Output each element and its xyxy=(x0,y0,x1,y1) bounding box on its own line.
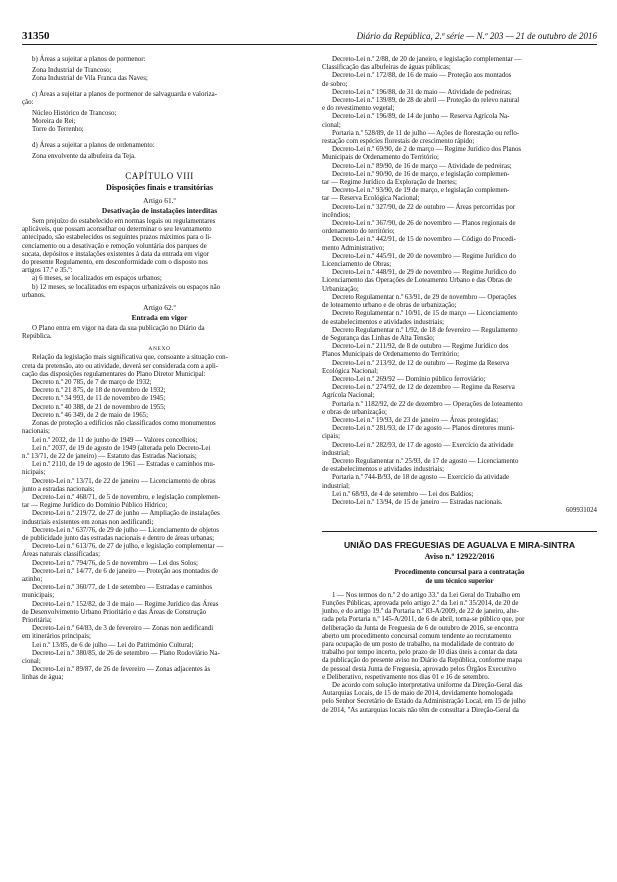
text-line: ordenamento do território; xyxy=(322,228,395,236)
text-line: tar — Regime Jurídico da Exploração de Inertes; xyxy=(322,179,457,187)
text-line: de 2014, "As autarquias locais não têm de consultar a Direção-Geral da xyxy=(322,706,519,714)
text-line: creta da pretensão, ato ou atividade, deverá ser considerada com a apli- xyxy=(22,362,219,370)
text-line: Portaria n.º 1182/92, de 22 de dezembro — Operações de loteamento xyxy=(332,400,523,408)
text-line: cional; xyxy=(322,121,341,129)
list-intro: b) Áreas a sujeitar a planos de pormenor: xyxy=(32,56,146,63)
legislation-list xyxy=(322,56,597,507)
text-line: antecipado, são estabelecidos os seguintes prazos máximos para o li- xyxy=(22,234,212,242)
text-line: Decreto-Lei n.º 367/90, de 26 de novembro — Planos regionais de xyxy=(332,220,516,228)
text-line: Licenciamento de Obras; xyxy=(322,261,392,269)
text-line: Lei n.º 2037, de 19 de agosto de 1949 (alterada pelo Decreto-Lei xyxy=(32,444,211,452)
text-line: República. xyxy=(22,333,52,341)
text-line: tar — Regime Jurídico do Domínio Público Hídrico; xyxy=(22,502,168,510)
article-61-title: Desativação de instalações interditas xyxy=(101,206,218,216)
text-line: Procedimento concursal para a contratação xyxy=(394,568,525,577)
text-line: Decreto-Lei n.º 196/88, de 31 de maio — Atividade de pedreiras; xyxy=(332,88,512,96)
text-line: Decreto n.º 20 785, de 7 de março de 1932; xyxy=(32,379,152,387)
text-line: Decreto n.º 46 349, de 2 de maio de 1965; xyxy=(32,411,148,419)
text-line: Lei n.º 2032, de 11 de junho de 1949 — Valores concelhios; xyxy=(32,436,198,444)
text-line: de publicidade junto das estradas nacionais e dentro de áreas urbanas; xyxy=(22,534,215,542)
text-line: Decreto-Lei n.º 13/94, de 15 de janeiro — Estradas nacionais. xyxy=(332,498,503,506)
page-number: 31350 xyxy=(22,30,50,42)
text-line: Municipais de Ordenamento do Território; xyxy=(322,154,439,162)
text-line: Urbanização; xyxy=(322,285,359,293)
text-line: Decreto-Lei n.º 269/92 — Domínio público ferroviário; xyxy=(332,375,486,383)
text-line: Decreto-Lei n.º 139/89, de 28 de abril — Proteção do relevo natural xyxy=(332,97,520,105)
right-column xyxy=(322,56,597,715)
text-line: cação das disposições regulamentares do Plano Diretor Municipal: xyxy=(22,370,206,378)
text-line: Decreto-Lei n.º 637/76, de 29 de julho — Licenciamento de objetos xyxy=(32,526,219,534)
text-line: Decreto-Lei n.º 468/71, de 5 de novembro, e legislação complemen- xyxy=(32,493,221,501)
page-header xyxy=(22,30,597,45)
text-line: Autarquias Locais, de 15 de maio de 2014, devidamente homologada xyxy=(322,690,513,698)
left-column xyxy=(22,56,297,683)
article-61-body xyxy=(22,218,297,275)
text-line: 1 — Nos termos do n.º 2 do artigo 33.º da Lei Geral do Trabalho em xyxy=(332,591,521,599)
text-line: Decreto-Lei n.º 442/91, de 15 de novembro — Código do Procedi- xyxy=(332,236,516,244)
text-line: de loteamento urbano e de obras de urbanização; xyxy=(322,302,457,310)
text-line: Decreto-Lei n.º 794/76, de 5 de novembro — Lei dos Solos; xyxy=(32,559,198,567)
annex-list xyxy=(22,354,297,682)
text-line: azinho; xyxy=(22,575,43,583)
text-line: restação com espécies florestais de crescimento rápido; xyxy=(322,138,475,146)
text-line: De acordo com solução interpretativa uniforme da Direção-Geral das xyxy=(332,682,523,690)
text-line: de um técnico superior xyxy=(425,576,494,585)
text-line: Decreto-Lei n.º 274/92, de 12 de dezembro — Regime da Reserva xyxy=(332,384,515,392)
text-line: Decreto-Lei n.º 152/82, de 3 de maio — Regime Jurídico das Áreas xyxy=(32,600,219,608)
text-line: Ecológica Nacional; xyxy=(322,367,379,375)
text-line: aberto um procedimento concursal comum tendente ao recrutamento xyxy=(322,632,512,640)
text-line: Zonas de proteção a edifícios não classificados como monumentos xyxy=(32,420,216,428)
text-line: junho, e do artigo 19.º da Portaria n.º 83-A/2009, de 22 de janeiro, alte- xyxy=(322,608,519,616)
text-line: junto a estradas nacionais; xyxy=(22,485,95,493)
text-line: trabalho por tempo incerto, pelo prazo de 10 dias úteis a contar da data xyxy=(322,649,518,657)
text-line: Lei n.º 68/93, de 4 de setembro — Lei dos Baldios; xyxy=(332,490,474,498)
text-line: Decreto-Lei n.º 90/90, de 16 de março, e legislação complemen- xyxy=(332,170,510,178)
text-line: Decreto Regulamentar n.º 10/91, de 15 de março — Licenciamento xyxy=(332,310,518,318)
list-d xyxy=(22,153,297,161)
annex-label: ANEXO xyxy=(148,346,171,353)
text-line: Decreto n.º 34 993, de 11 de novembro de 1945; xyxy=(32,395,166,403)
text-line: sucata, depósitos e instalações existentes à data da entrada em vigor xyxy=(22,250,209,258)
text-line: Decreto-Lei n.º 196/89, de 14 de junho — Reserva Agrícola Na- xyxy=(332,113,510,121)
text-line: c) Áreas a sujeitar a planos de pormenor de salvaguarda e valoriza- xyxy=(32,90,218,98)
article-61-item-a: a) 6 meses, se localizados em espaços urbanos; xyxy=(32,275,162,283)
text-line: Decreto-Lei n.º 282/93, de 17 de agosto — Exercício da atividade xyxy=(332,441,514,449)
text-line: cipais; xyxy=(322,433,340,441)
text-line: Portaria n.º 744-B/93, de 18 de agosto — Exercício da atividade xyxy=(332,474,510,482)
text-line: Decreto-Lei n.º 327/90, de 22 de outubro — Áreas percorridas por xyxy=(332,203,516,211)
text-line: de estabelecimentos e atividades industriais; xyxy=(322,318,445,326)
text-line: e do revestimento vegetal; xyxy=(322,105,395,113)
article-61-number: Artigo 61.º xyxy=(143,196,176,206)
text-line: do presente Regulamento, em desconformidade com o disposto nos xyxy=(22,259,208,267)
text-line: Lei n.º 2110, de 19 de agosto de 1961 — Estradas e caminhos mu- xyxy=(32,461,216,469)
list-b xyxy=(22,67,297,83)
section-divider xyxy=(322,531,597,532)
text-line: rada pela Portaria n.º 145-A/2011, de 6 de abril, torna-se público que, por xyxy=(322,616,525,624)
text-line: nacionais; xyxy=(22,428,50,436)
text-line: Decreto Regulamentar n.º 25/93, de 17 de agosto — Licenciamento xyxy=(332,457,519,465)
text-line: Decreto-Lei n.º 613/76, de 27 de julho, e legislação complementar — xyxy=(32,543,224,551)
text-line: Decreto-Lei n.º 93/90, de 19 de março, e legislação complemen- xyxy=(332,187,510,195)
text-line: artigos 17.º e 35.º: xyxy=(22,267,73,275)
text-line: Decreto-Lei n.º 89/90, de 16 de março — Atividade de pedreiras; xyxy=(332,162,512,170)
notice-body xyxy=(322,592,597,715)
text-line: Decreto-Lei n.º 19/93, de 23 de janeiro — Áreas protegidas; xyxy=(332,416,499,424)
article-62-title: Entrada em vigor xyxy=(131,313,188,323)
text-line: Decreto n.º 40 388, de 21 de novembro de 1955; xyxy=(32,403,166,411)
text-line: mento Administrativo; xyxy=(322,244,385,252)
text-line: municipais; xyxy=(22,592,55,600)
text-line: Portaria n.º 528/89, de 11 de julho — Ações de florestação ou reflo- xyxy=(332,129,520,137)
text-line: Decreto-Lei n.º 89/87, de 26 de fevereiro — Zonas adjacentes às xyxy=(32,666,211,674)
text-line: nicipais; xyxy=(22,469,46,477)
entity-title: UNIÃO DAS FREGUESIAS DE AGUALVA E MIRA-SINTRA xyxy=(343,540,576,551)
text-line: industrial; xyxy=(322,482,350,490)
text-line: de Segurança das Linhas de Alta Tensão; xyxy=(322,334,435,342)
text-line: Decreto-Lei n.º 445/91, de 20 de novembro — Regime Jurídico do xyxy=(332,252,516,260)
text-line: Decreto-Lei n.º 219/72, de 27 de junho — Ampliação de instalações xyxy=(32,510,220,518)
text-line: Licenciamento das Operações de Loteamento Urbano e das Obras de xyxy=(322,277,512,285)
text-line: linhas de água; xyxy=(22,674,64,682)
text-line: Moreira de Rei; xyxy=(32,118,76,126)
text-line: em itinerários principais; xyxy=(22,633,91,641)
text-line: Decreto-Lei n.º 2/88, de 20 de janeiro, e legislação complementar — xyxy=(332,56,522,63)
procedure-title xyxy=(322,568,597,584)
journal-title: Diário da República, 2.ª série — N.º 203 — 21 de outubro de 2016 xyxy=(356,31,597,41)
text-line: Decreto Regulamentar n.º 63/91, de 29 de novembro — Operações xyxy=(332,293,517,301)
text-line: industrial; xyxy=(322,449,350,457)
text-line: da publicação do presente aviso no Diário da República, conforme mapa xyxy=(322,657,522,665)
text-line: Decreto-Lei n.º 213/92, de 12 de outubro — Regime da Reserva xyxy=(332,359,510,367)
text-line: Decreto-Lei n.º 360/77, de 1 de setembro — Estradas e caminhos xyxy=(32,584,213,592)
text-line: Decreto Regulamentar n.º 1/92, de 18 de fevereiro — Regulamento xyxy=(332,326,518,334)
list-intro-c xyxy=(22,91,297,107)
text-line: n.º 13/71, de 22 de janeiro) — Estatuto das Estradas Nacionais; xyxy=(22,452,197,460)
text-line: Zona envolvente da albufeira da Teja. xyxy=(32,152,136,160)
article-62-body xyxy=(22,325,297,341)
text-line: Lei n.º 13/85, de 6 de julho — Lei do Património Cultural; xyxy=(32,641,194,649)
article-61-item-b xyxy=(22,284,297,300)
text-line: Planos Municipais de Ordenamento do Território; xyxy=(322,351,459,359)
text-line: Decreto-Lei n.º 69/90, de 2 de março — Regime Jurídico dos Planos xyxy=(332,146,522,154)
text-line: b) 12 meses, se localizados em espaços urbanizáveis ou espaços não xyxy=(32,283,221,291)
reference-code: 609931024 xyxy=(565,507,597,515)
text-line: aplicáveis, que possam aconselhar ou determinar o seu levantamento xyxy=(22,226,212,234)
text-line: industriais existentes em zonas non aedificandi; xyxy=(22,518,154,526)
article-62-number: Artigo 62.º xyxy=(143,303,176,313)
text-line: Classificação das albufeiras de águas públicas; xyxy=(322,64,451,72)
notice-title: Aviso n.º 12922/2016 xyxy=(424,552,495,562)
text-line: Sem prejuízo do estabelecido em normas legais ou regulamentares xyxy=(32,218,216,226)
text-line: Zona Industrial de Vila Franca das Naves; xyxy=(32,75,148,83)
text-line: Decreto-Lei n.º 281/93, de 17 de agosto — Planos diretores muni- xyxy=(332,425,515,433)
text-line: cional; xyxy=(22,657,41,665)
list-c xyxy=(22,110,297,135)
text-line: ção: xyxy=(22,98,34,106)
text-line: Áreas naturais classificadas; xyxy=(22,551,101,559)
text-line: Decreto-Lei n.º 380/85, de 26 de setembro — Plano Rodoviário Na- xyxy=(32,649,220,657)
text-line: Decreto-Lei n.º 64/83, de 3 de fevereiro — Zonas non aedificandi xyxy=(32,625,214,633)
text-line: Núcleo Histórico de Trancoso; xyxy=(32,110,117,118)
list-intro-d: d) Áreas a sujeitar a planos de ordenamento: xyxy=(32,141,155,149)
text-line: de Desenvolvimento Urbano Prioritário e das Áreas de Construção xyxy=(22,608,207,616)
text-line: e Deliberativo, respetivamente nos dias 01 e 16 de setembro. xyxy=(322,673,490,681)
text-line: urbanos. xyxy=(22,291,46,299)
text-line: O Plano entra em vigor na data da sua publicação no Diário da xyxy=(32,325,205,333)
text-line: Decreto-Lei n.º 13/71, de 22 de janeiro — Licenciamento de obras xyxy=(32,477,216,485)
text-line: Decreto-Lei n.º 14/77, de 6 de janeiro — Proteção aos montados de xyxy=(32,567,219,575)
text-line: e obras de urbanização; xyxy=(322,408,387,416)
text-line: de pessoal desta Junta de Freguesia, aprovado pelos Órgãos Executivo xyxy=(322,665,516,673)
text-line: Decreto-Lei n.º 448/91, de 29 de novembro — Regime Jurídico do xyxy=(332,269,516,277)
text-line: Decreto-Lei n.º 172/88, de 16 de maio — Proteção aos montados xyxy=(332,72,512,80)
text-line: de sobro; xyxy=(322,80,348,88)
text-line: Decreto n.º 21 875, de 18 de novembro de 1932; xyxy=(32,387,166,395)
text-line: Decreto-Lei n.º 211/92, de 8 de outubro — Regime Jurídico dos xyxy=(332,343,509,351)
text-line: Torre do Terrenho; xyxy=(32,126,84,134)
text-line: incêndios; xyxy=(322,211,351,219)
text-line: Agrícola Nacional; xyxy=(322,392,375,400)
text-line: tar — Reserva Ecológica Nacional; xyxy=(322,195,420,203)
chapter-subtitle: Disposições finais e transitórias xyxy=(106,183,213,193)
text-line: deliberação da Junta de Freguesia de 6 de outubro de 2016, se encontra xyxy=(322,624,519,632)
text-line: Relação da legislação mais significativa que, consoante a situação con- xyxy=(32,354,228,362)
text-line: Zona Industrial de Trancoso; xyxy=(32,67,112,75)
chapter-title: CAPÍTULO VIII xyxy=(125,171,194,182)
text-line: para ocupação de um posto de trabalho, na modalidade de contrato de xyxy=(322,641,515,648)
text-line: Prioritária; xyxy=(22,616,52,624)
text-line: cenciamento ou a desativação e remoção voluntária dos parques de xyxy=(22,242,207,250)
text-line: pelo Senhor Secretário de Estado da Administração Local, em 15 de julho xyxy=(322,698,526,706)
text-line: de estabelecimentos e atividades industriais; xyxy=(322,466,445,474)
text-line: Funções Públicas, aprovada pelo artigo 2.º da Lei n.º 35/2014, de 20 de xyxy=(322,599,519,607)
